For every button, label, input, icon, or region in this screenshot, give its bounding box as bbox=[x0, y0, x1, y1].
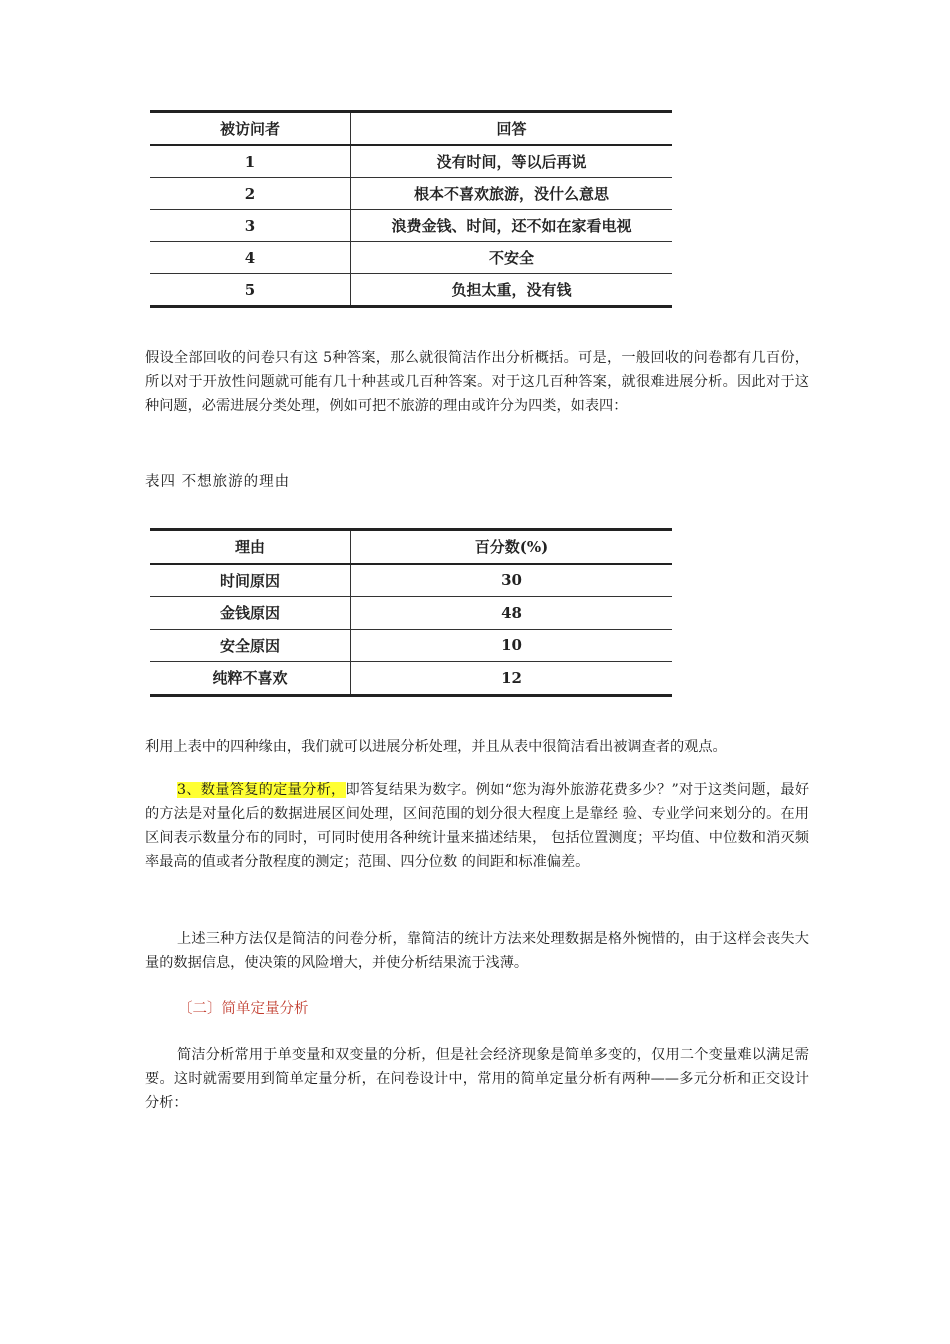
table4-caption: 表四 不想旅游的理由 bbox=[145, 474, 291, 490]
table-cell: 48 bbox=[351, 597, 673, 630]
table-cell: 根本不喜欢旅游，没什么意思 bbox=[351, 178, 673, 210]
table-cell: 纯粹不喜欢 bbox=[150, 662, 351, 696]
table-cell: 2 bbox=[150, 178, 351, 210]
paragraph-quantitative-answers bbox=[145, 778, 809, 874]
table-row bbox=[150, 145, 672, 178]
highlighted-heading: 3、数量答复的定量分析， bbox=[177, 782, 346, 798]
table-cell: 没有时间，等以后再说 bbox=[351, 145, 673, 178]
column-header-percentage: 百分数(%) bbox=[351, 530, 673, 564]
paragraph-table4-conclusion: 利用上表中的四种缘由，我们就可以进展分析处理，并且从表中很简洁看出被调查者的观点。 bbox=[145, 739, 727, 755]
paragraph-text: 即答复结果为数字。例如“您为海外旅游花费多少？”对于这类问题，最好的方法是对量化后的数据进展区间处理，区间范围的划分很大程度上是靠经 验、专业学问来划分的。在用区间表示数量分布的同时，可同时使用各种统计量来描述结果， 包括位置测度；平均值、中位数和消灭频率最高的值或者分散程度的测定；范围、四分位数 的间距和标准偏差。 bbox=[145, 782, 810, 870]
column-header-answer: 回答 bbox=[351, 112, 673, 146]
section-heading: 〔二〕简单定量分析 bbox=[178, 1001, 309, 1017]
table-row bbox=[150, 662, 672, 696]
table-row bbox=[150, 274, 672, 307]
table-cell: 浪费金钱、时间，还不如在家看电视 bbox=[351, 210, 673, 242]
table-row bbox=[150, 178, 672, 210]
paragraph-simple-analysis-limits: 上述三种方法仅是简洁的问卷分析，靠简洁的统计方法来处理数据是格外惋惜的，由于这样会丧失大量的数据信息，使决策的风险增大，并使分析结果流于浅薄。 bbox=[145, 931, 809, 971]
table-cell: 时间原因 bbox=[150, 564, 351, 597]
table-cell: 1 bbox=[150, 145, 351, 178]
paragraph-open-question-analysis: 假设全部回收的问卷只有这 5种答案，那么就很简洁作出分析概括。可是，一般回收的问卷都有几百份，所以对于开放性问题就可能有几十种甚或几百种答案。对于这几百种答案，就很难进展分析。因此对于这种问题，必需进展分类处理，例如可把不旅游的理由或许分为四类，如表四： bbox=[145, 350, 809, 414]
respondent-answers-table bbox=[150, 110, 672, 308]
table-cell: 4 bbox=[150, 242, 351, 274]
column-header-respondent: 被访问者 bbox=[150, 112, 351, 146]
table-cell: 金钱原因 bbox=[150, 597, 351, 630]
table-cell: 负担太重，没有钱 bbox=[351, 274, 673, 307]
table-row bbox=[150, 597, 672, 630]
paragraph-complex-quantitative: 简洁分析常用于单变量和双变量的分析，但是社会经济现象是简单多变的，仅用二个变量难以满足需要。这时就需要用到简单定量分析，在问卷设计中，常用的简单定量分析有两种——多元分析和正交设计分析： bbox=[145, 1047, 809, 1111]
table-row bbox=[150, 242, 672, 274]
table-row bbox=[150, 564, 672, 597]
table-cell: 3 bbox=[150, 210, 351, 242]
table-cell: 安全原因 bbox=[150, 629, 351, 662]
table-cell: 30 bbox=[351, 564, 673, 597]
column-header-reason: 理由 bbox=[150, 530, 351, 564]
table-cell: 5 bbox=[150, 274, 351, 307]
table-header-row bbox=[150, 530, 672, 564]
table-cell: 不安全 bbox=[351, 242, 673, 274]
table-header-row bbox=[150, 112, 672, 146]
table-cell: 12 bbox=[351, 662, 673, 696]
table-cell: 10 bbox=[351, 629, 673, 662]
table-row bbox=[150, 629, 672, 662]
table-row bbox=[150, 210, 672, 242]
reasons-percentage-table bbox=[150, 528, 672, 697]
